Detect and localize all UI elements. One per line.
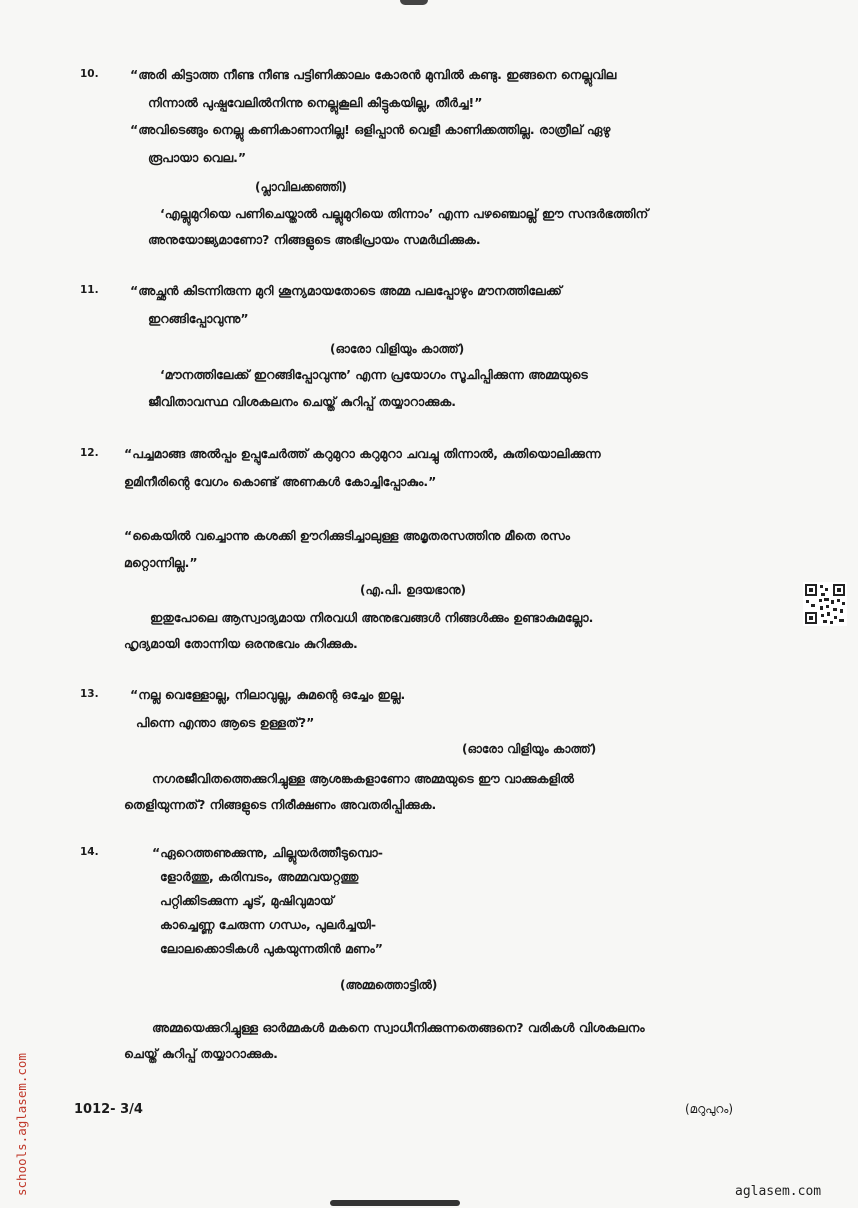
task-line: ജീവിതാവസ്ഥ വിശകലനം ചെയ്ത് കുറിപ്പ് തയ്യാറാക്കുക. — [148, 394, 457, 409]
quote-line: “പച്ചമാങ്ങ അൽപ്പം ഉപ്പുചേർത്ത് കറുമുറാ കറുമുറാ ചവച്ചു തിന്നാൽ, കുതിയൊലിക്കുന്ന — [124, 446, 601, 461]
poem-line: ലോലക്കൊടികൾ പുകയുന്നതിൻ മണം” — [160, 941, 383, 956]
side-watermark: schools.aglasem.com — [14, 1053, 29, 1196]
task-line: ചെയ്ത് കുറിപ്പ് തയ്യാറാക്കുക. — [124, 1046, 278, 1061]
task-line: അമ്മയെക്കുറിച്ചുള്ള ഓർമ്മകൾ മകനെ സ്വാധീനിക്കുന്നതെങ്ങനെ? വരികൾ വിശകലനം — [152, 1020, 645, 1035]
quote-source: (അമ്മത്തൊട്ടിൽ) — [340, 978, 438, 992]
quote-line: “അച്ഛൻ കിടന്നിരുന്ന മുറി ശൂന്യമായതോടെ അമ്മ പലപ്പോഴും മൗനത്തിലേക്ക് — [130, 283, 562, 298]
quote-line: രൂപായാ വെല.” — [148, 150, 247, 165]
task-line: നഗരജീവിതത്തെക്കുറിച്ചുള്ള ആശങ്കകളാണോ അമ്മയുടെ ഈ വാക്കുകളിൽ — [152, 771, 574, 786]
question-number: 12. — [80, 447, 99, 459]
quote-line: ഉമിനീരിന്റെ വേഗം കൊണ്ട് അണകൾ കോച്ചിപ്പോകും.” — [124, 474, 437, 489]
turn-over-note: (മറുപുറം) — [685, 1102, 734, 1116]
quote-line: “നല്ല വെള്ളോല്ല, നിലാവുല്ല, കുമന്റെ ഒച്ചേം ഇല്ല. — [130, 687, 406, 702]
task-line: തെളിയുന്നത്? നിങ്ങളുടെ നിരീക്ഷണം അവതരിപ്പിക്കുക. — [124, 797, 437, 812]
poem-line: പറ്റിക്കിടക്കുന്ന ചൂട്, മുഷിവുമായ് — [160, 893, 334, 908]
quote-line: പിന്നെ എന്താ ആടെ ഉള്ളത്?” — [136, 715, 315, 730]
task-line: ഹൃദ്യമായി തോന്നിയ ഒരനുഭവം കുറിക്കുക. — [124, 636, 358, 651]
quote-source: (എ.പി. ഉദയഭാനു) — [360, 583, 467, 597]
qr-code-icon — [803, 582, 847, 626]
quote-line: “അരി കിട്ടാത്ത നീണ്ട നീണ്ട പട്ടിണിക്കാലം കോരൻ മുമ്പിൽ കണ്ടു. ഇങ്ങനെ നെല്ലുവില — [130, 67, 617, 82]
quote-line: “അവിടെങ്ങും നെല്ലു കണികാണാനില്ല! ഒളിപ്പാൻ വെളീ കാണിക്കത്തില്ല. രാത്രീല് ഏഴു — [130, 122, 611, 137]
task-line: ഇതുപോലെ ആസ്വാദ്യമായ നിരവധി അനുഭവങ്ങൾ നിങ്ങൾക്കും ഉണ്ടാകുമല്ലോ. — [150, 610, 594, 625]
top-scan-mark — [400, 0, 428, 5]
question-number: 10. — [80, 68, 99, 80]
poem-line: കാച്ചെണ്ണ ചേരുന്ന ഗന്ധം, പുലർച്ചയി- — [160, 917, 377, 932]
quote-line: ഇറങ്ങിപ്പോവുന്നു” — [148, 311, 249, 326]
poem-line: “ഏറെത്തണുക്കുന്നു, ചില്ലുയർത്തീടുമ്പൊ- — [152, 845, 383, 860]
quote-line: മറ്റൊന്നില്ല.” — [124, 555, 198, 570]
quote-source: (ഓരോ വിളിയും കാത്ത്) — [462, 742, 597, 756]
task-line: ‘മൗനത്തിലേക്ക് ഇറങ്ങിപ്പോവുന്നു’ എന്ന പ്രയോഗം സൂചിപ്പിക്കുന്ന അമ്മയുടെ — [160, 367, 588, 382]
question-number: 11. — [80, 284, 99, 296]
bottom-watermark: aglasem.com — [735, 1184, 822, 1199]
bottom-scan-mark — [330, 1200, 460, 1206]
poem-line: ളോർത്തു, കരിമ്പടം, അമ്മവയറ്റത്തു — [160, 869, 359, 884]
quote-source: (പ്ലാവിലക്കഞ്ഞി) — [255, 180, 347, 194]
quote-line: നിന്നാൽ പുഷ്പവേലിൽനിന്നു നെല്ലുകൂലി കിട്ടുകയില്ല, തീർച്ച!” — [148, 95, 483, 110]
question-number: 14. — [80, 846, 99, 858]
quote-line: “കൈയിൽ വച്ചൊന്നു കശക്കി ഊറിക്കുടിച്ചാലുള്ള അമൃതരസത്തിനു മീതെ രസം — [124, 528, 571, 543]
quote-source: (ഓരോ വിളിയും കാത്ത്) — [330, 342, 465, 356]
task-line: ‘എല്ലുമുറിയെ പണിചെയ്താൽ പല്ലുമുറിയെ തിന്നാം’ എന്ന പഴഞ്ചൊല്ല് ഈ സന്ദർഭത്തിന് — [160, 206, 649, 221]
task-line: അനുയോജ്യമാണോ? നിങ്ങളുടെ അഭിപ്രായം സമർഥിക്കുക. — [148, 232, 481, 247]
question-number: 13. — [80, 688, 99, 700]
paper-code: 1012- 3/4 — [74, 1102, 143, 1117]
